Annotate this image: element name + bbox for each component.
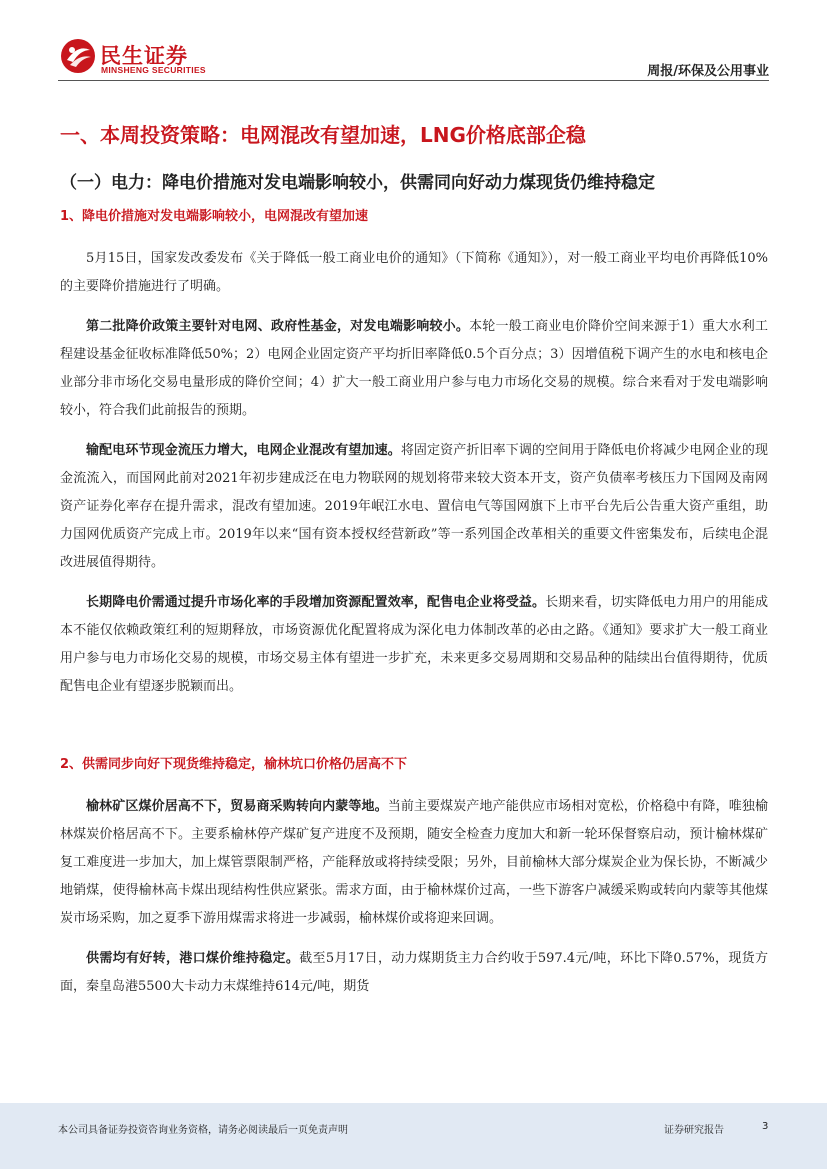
paragraph-3-text: 将固定资产折旧率下调的空间用于降低电价将减少电网企业的现金流流入，而国网此前对2021年初步建成泛在电力物联网的规划将带来较大资本开支，资产负债率考核压力下国网及南网资产证券化率存在提升需求，混改有望加速。2019年岷江水电、置信电气等国网旗下上市平台先后公告重大资产重组，助力国网优质资产完成上市。2019年以来“国有资本授权经营新政”等一系列国企改革相关的重要文件密集发布，后续电企混改进展值得期待。 <box>60 443 768 570</box>
paragraph-4-text: 长期来看，切实降低电力用户的用能成本不能仅依赖政策红利的短期释放，市场资源优化配置将成为深化电力体制改革的必由之路。《通知》要求扩大一般工商业用户参与电力市场化交易的规模，市场交易主体有望进一步扩充，未来更多交易周期和交易品种的陆续出台值得期待，优质配售电企业有望逐步脱颖而出。 <box>60 595 768 694</box>
footer-disclaimer: 本公司具备证券投资咨询业务资格，请务必阅读最后一页免责声明 <box>58 1125 348 1136</box>
paragraph-4 <box>60 589 768 701</box>
page-number: 3 <box>762 1121 769 1132</box>
page-footer <box>0 1103 827 1169</box>
chapter-title: 一、本周投资策略：电网混改有望加速，LNG价格底部企稳 <box>60 123 586 147</box>
footer-report-label: 证券研究报告 <box>664 1125 724 1136</box>
page-header <box>0 0 827 90</box>
paragraph-5 <box>60 793 768 933</box>
section-title: （一）电力：降电价措施对发电端影响较小，供需同向好动力煤现货仍维持稳定 <box>60 173 655 193</box>
header-divider <box>58 80 769 81</box>
paragraph-4-lead: 长期降电价需通过提升市场化率的手段增加资源配置效率，配售电企业将受益。 <box>86 595 546 610</box>
logo-name-cn: 民生证券 <box>100 44 188 68</box>
report-type-label: 周报/环保及公用事业 <box>647 64 769 79</box>
paragraph-3 <box>60 437 768 577</box>
paragraph-1: 5月15日，国家发改委发布《关于降低一般工商业电价的通知》（下简称《通知》），对一般工商业平均电价再降低10%的主要降价措施进行了明确。 <box>60 251 768 294</box>
logo-name-en: MINSHENG SECURITIES <box>101 65 206 75</box>
paragraph-6-text: 截至5月17日，动力煤期货主力合约收于597.4元/吨，环比下降0.57%，现货方面，秦皇岛港5500大卡动力末煤维持614元/吨，期货 <box>60 951 768 994</box>
paragraph-5-text: 当前主要煤炭产地产能供应市场相对宽松，价格稳中有降，唯独榆林煤炭价格居高不下。主要系榆林停产煤矿复产进度不及预期，随安全检查力度加大和新一轮环保督察启动，预计榆林煤矿复工难度进一步加大，加上煤管票限制严格，产能释放或将持续受限；另外，目前榆林大部分煤炭企业为保长协，不断减少地销煤，使得榆林高卡煤出现结构性供应紧张。需求方面，由于榆林煤价过高，一些下游客户减缓采购或转向内蒙等其他煤炭市场采购，加之夏季下游用煤需求将进一步减弱，榆林煤价或将迎来回调。 <box>60 799 768 926</box>
subsection-title-2: 2、供需同步向好下现货维持稳定，榆林坑口价格仍居高不下 <box>60 757 408 772</box>
paragraph-5-lead: 榆林矿区煤价居高不下，贸易商采购转向内蒙等地。 <box>86 799 388 814</box>
paragraph-6 <box>60 945 768 1001</box>
paragraph-2-lead: 第二批降价政策主要针对电网、政府性基金，对发电端影响较小。 <box>86 319 470 334</box>
paragraph-3-lead: 输配电环节现金流压力增大，电网企业混改有望加速。 <box>86 443 401 458</box>
minsheng-logo-icon <box>60 38 96 74</box>
paragraph-2 <box>60 313 768 425</box>
subsection-title-1: 1、降电价措施对发电端影响较小，电网混改有望加速 <box>60 209 369 224</box>
company-logo <box>60 38 220 78</box>
paragraph-6-lead: 供需均有好转，港口煤价维持稳定。 <box>86 951 300 966</box>
report-body <box>60 120 768 1013</box>
paragraph-2-text: 本轮一般工商业电价降价空间来源于1）重大水利工程建设基金征收标准降低50%；2）电网企业固定资产平均折旧率降低0.5个百分点；3）因增值税下调产生的水电和核电企业部分非市场化交易电量形成的降价空间；4）扩大一般工商业用户参与电力市场化交易的规模。综合来看对于发电端影响较小，符合我们此前报告的预期。 <box>60 319 768 418</box>
